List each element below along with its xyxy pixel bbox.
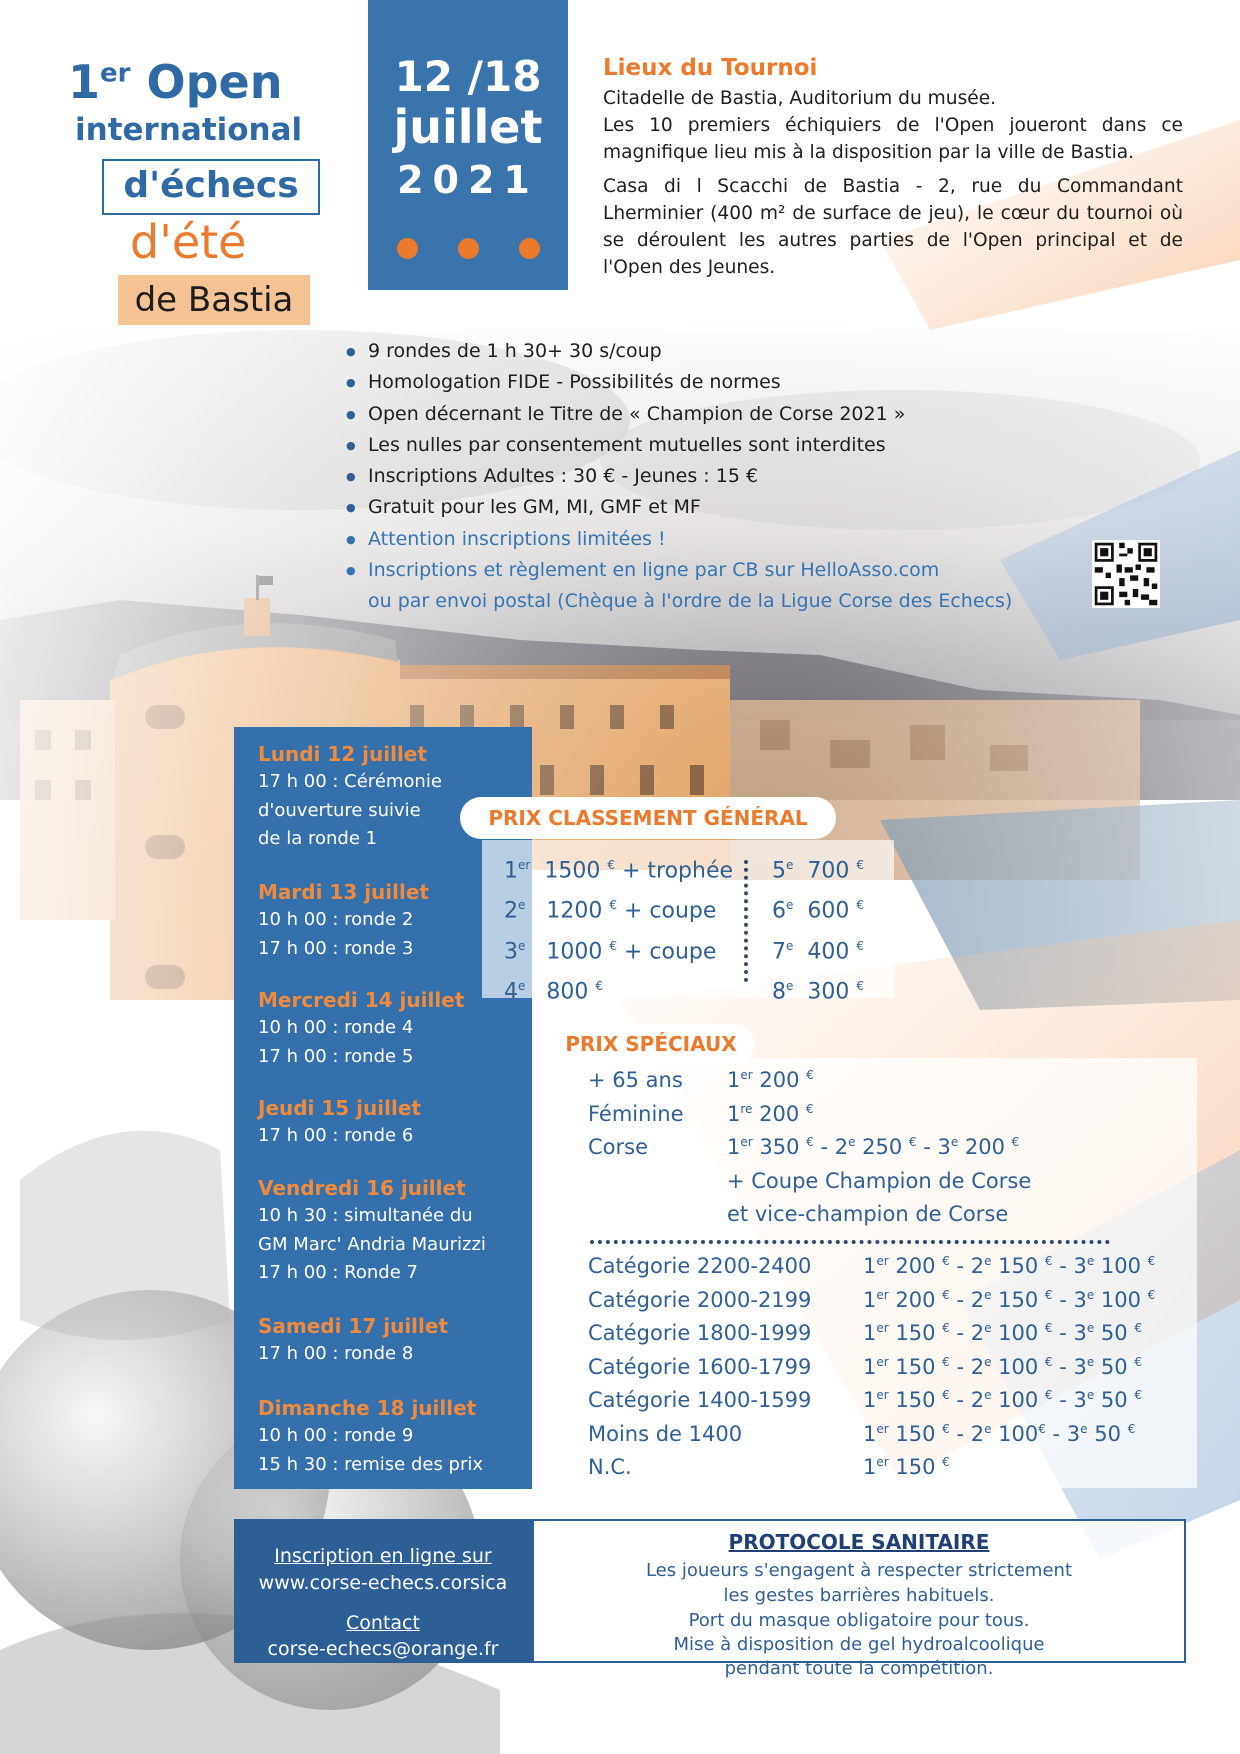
day-event: 10 h 30 : simultanée du (258, 1205, 473, 1226)
bullet-item: ● Homologation FIDE - Possibilités de normes (368, 367, 1012, 398)
title-line-ete: d'été (130, 215, 247, 269)
dot-icon (519, 238, 540, 259)
bullet-item-helloasso[interactable]: ● Inscriptions et règlement en ligne par CB sur HelloAsso.com (368, 555, 1012, 586)
category-prize-label: Catégorie 1400-1599 (588, 1388, 812, 1412)
category-prize-label: Catégorie 1800-1999 (588, 1321, 812, 1345)
prix-general-panel (482, 840, 894, 1005)
info-bullet-list (368, 336, 1012, 618)
contact-email-link[interactable]: corse-echecs@orange.fr (267, 1638, 499, 1660)
category-prize-label: Catégorie 2000-2199 (588, 1287, 812, 1312)
day-title: Jeudi 15 juillet (258, 1096, 421, 1120)
day-title: Samedi 17 juillet (258, 1314, 449, 1338)
protocol-line: Port du masque obligatoire pour tous. (688, 1610, 1030, 1631)
inscription-label: Inscription en ligne sur (274, 1545, 492, 1567)
category-prize-label: Catégorie 2200-2400 (588, 1254, 812, 1278)
special-prize-value: 1er 350 € - 2e 250 € - 3e 200 € (727, 1135, 1020, 1159)
prize-row: 3e 1000 € + coupe (504, 938, 717, 964)
date-year: 2021 (397, 158, 539, 202)
qr-code-icon[interactable] (1092, 540, 1160, 608)
day-event: 17 h 00 : ronde 8 (258, 1343, 414, 1364)
prize-row: 8e 300 € (772, 978, 865, 1005)
prize-row: 4e 800 € (504, 978, 604, 1005)
day-event: 17 h 00 : ronde 3 (258, 937, 414, 959)
decorative-dots (368, 238, 568, 259)
prize-row: 6e 600 € (772, 898, 865, 924)
prix-general-right (772, 848, 864, 1009)
special-prize-label: Féminine (588, 1101, 684, 1126)
bullet-item-postal: ou par envoi postal (Chèque à l'ordre de la Ligue Corse des Echecs) (368, 590, 1013, 613)
inscription-link[interactable]: www.corse-echecs.corsica (258, 1572, 508, 1594)
category-prize-label: Catégorie 1600-1799 (588, 1354, 812, 1379)
protocol-line: Mise à disposition de gel hydroalcoolique (673, 1634, 1045, 1655)
dot-icon (397, 238, 418, 259)
bullet-item: ● Gratuit pour les GM, MI, GMF et MF (368, 492, 1012, 523)
prize-row: 2e 1200 € + coupe (504, 898, 717, 924)
category-prize-value: 1er 200 € - 2e 150 € - 3e 100 € (863, 1287, 1156, 1312)
date-days: 12 /18 (394, 52, 542, 101)
day-event: GM Marc' Andria Maurizzi (258, 1233, 486, 1255)
title-line-international: international (75, 112, 303, 148)
protocol-line: Les joueurs s'engagent à respecter strictement (645, 1560, 1073, 1581)
day-title: Mercredi 14 juillet (258, 988, 465, 1012)
date-box (368, 0, 568, 290)
protocol-panel (532, 1519, 1186, 1679)
schedule-day (258, 1312, 528, 1369)
title-line-bastia: de Bastia (118, 275, 310, 325)
category-prize-value: 1er 150 € - 2e 100€ - 3e 50 € (863, 1421, 1136, 1446)
special-prize-value: 1re 200 € (727, 1101, 814, 1126)
venue-paragraph-1: Citadelle de Bastia, Auditorium du musée. (603, 88, 997, 109)
day-title: Vendredi 16 juillet (258, 1176, 466, 1200)
day-event: d'ouverture suivie (258, 799, 421, 821)
day-title: Mardi 13 juillet (258, 880, 429, 904)
day-event: 10 h 00 : ronde 9 (258, 1425, 414, 1446)
special-prize-extra: et vice-champion de Corse (727, 1202, 1009, 1226)
category-prize-label: N.C. (588, 1455, 632, 1479)
category-prize-label: Moins de 1400 (588, 1421, 743, 1446)
special-prize-extra: + Coupe Champion de Corse (727, 1168, 1032, 1193)
contact-label: Contact (346, 1612, 420, 1634)
venue-paragraph-3: Casa di l Scacchi de Bastia - 2, rue du Commandant Lherminier (400 m² de surface de jeu), le cœur du tournoi où se déroulent les autres parties de l'Open principal et de l'Open des Jeunes. (603, 176, 1183, 278)
title-line-echecs: d'échecs (102, 159, 320, 215)
day-event: 17 h 00 : ronde 6 (258, 1125, 414, 1146)
bullet-item: ● Open décernant le Titre de « Champion de Corse 2021 » (368, 399, 1012, 430)
title-line-open: 1er Open (68, 55, 283, 109)
day-event: 17 h 00 : ronde 5 (258, 1045, 414, 1067)
category-prize-value: 1er 150 € (863, 1455, 950, 1479)
prize-row: 1er 1500 € + trophée (504, 858, 734, 884)
category-prize-value: 1er 200 € - 2e 150 € - 3e 100 € (863, 1254, 1156, 1278)
footer (234, 1519, 1186, 1679)
prix-speciaux-title: PRIX SPÉCIAUX (548, 1024, 754, 1064)
day-event: 10 h 00 : ronde 2 (258, 909, 414, 930)
bullet-item: ● 9 rondes de 1 h 30+ 30 s/coup (368, 336, 1012, 367)
category-prize-value: 1er 150 € - 2e 100 € - 3e 50 € (863, 1388, 1142, 1412)
special-prize-label: + 65 ans (588, 1068, 683, 1092)
special-prize-label: Corse (588, 1135, 649, 1159)
prix-general-left (504, 848, 733, 1009)
day-title: Lundi 12 juillet (258, 742, 427, 766)
schedule-day (258, 1174, 528, 1288)
day-event: 10 h 00 : ronde 4 (258, 1017, 414, 1038)
category-prize-value: 1er 150 € - 2e 100 € - 3e 50 € (863, 1354, 1142, 1379)
special-prize-value: 1er 200 € (727, 1068, 814, 1092)
day-event: de la ronde 1 (258, 828, 378, 849)
protocol-line: pendant toute la compétition. (724, 1658, 994, 1679)
prix-speciaux-separator (590, 1240, 1110, 1244)
day-event: 17 h 00 : Cérémonie (258, 771, 442, 792)
prix-general-title: PRIX CLASSEMENT GÉNÉRAL (460, 797, 836, 839)
prize-row: 5e 700 € (772, 858, 865, 884)
day-event: 15 h 30 : remise des prix (258, 1453, 484, 1475)
footer-contact-panel (234, 1519, 532, 1663)
dot-icon (458, 238, 479, 259)
venue-section (603, 55, 1183, 281)
venue-title: Lieux du Tournoi (603, 55, 818, 81)
protocol-title: PROTOCOLE SANITAIRE (728, 1530, 990, 1554)
schedule-day (258, 1394, 528, 1479)
schedule-day (258, 986, 528, 1071)
category-prize-value: 1er 150 € - 2e 100 € - 3e 50 € (863, 1321, 1142, 1345)
protocol-line: les gestes barrières habituels. (723, 1585, 995, 1606)
bullet-item-warning: ● Attention inscriptions limitées ! (368, 524, 1012, 555)
schedule-day (258, 1094, 528, 1151)
bullet-item: ● Inscriptions Adultes : 30 € - Jeunes : 15 € (368, 461, 1012, 492)
day-event: 17 h 00 : Ronde 7 (258, 1262, 418, 1283)
date-month: juillet (393, 100, 543, 154)
day-title: Dimanche 18 juillet (258, 1396, 477, 1420)
venue-paragraph-2: Les 10 premiers échiquiers de l'Open joueront dans ce magnifique lieu mis à la disposition par la ville de Bastia. (603, 115, 1183, 163)
prize-separator (744, 860, 748, 982)
prize-row: 7e 400 € (772, 938, 865, 964)
bullet-item: ● Les nulles par consentement mutuelles sont interdites (368, 430, 1012, 461)
